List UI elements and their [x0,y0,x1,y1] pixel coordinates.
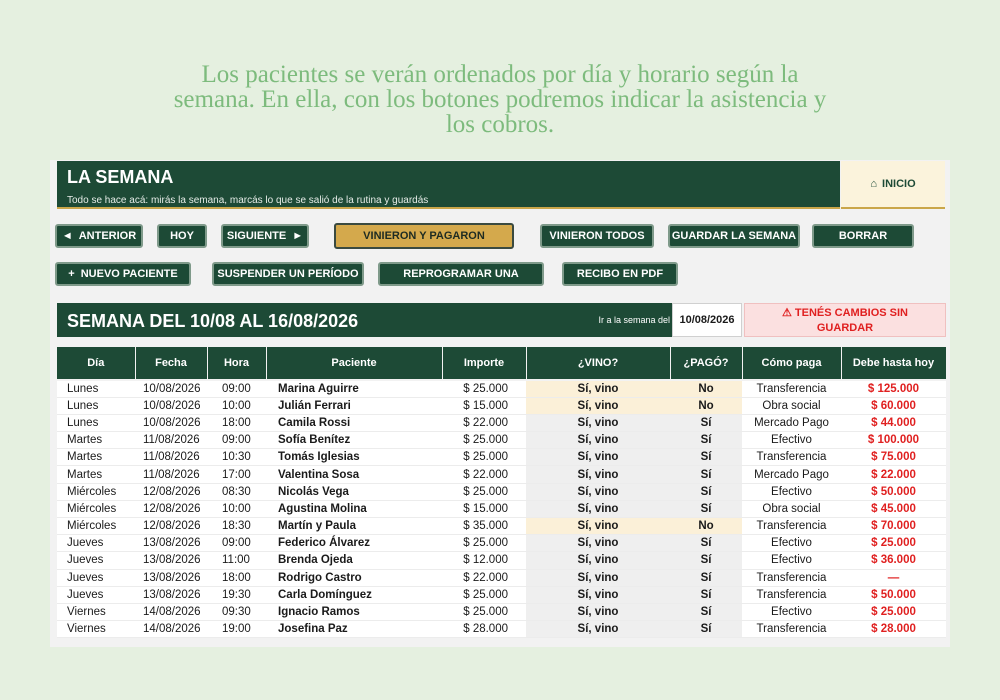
cell-paciente: Agustina Molina [266,500,442,517]
cell-debe: $ 60.000 [841,397,946,414]
cell-debe: $ 50.000 [841,586,946,603]
page-subtitle: Todo se hace acá: mirás la semana, marcás lo que se salió de la rutina y guardás [67,195,429,206]
cell-hora: 09:00 [207,535,266,552]
cell-importe: $ 25.000 [442,603,526,620]
cell-fecha: 13/08/2026 [135,535,207,552]
warning-icon: ⚠ [781,307,792,319]
cell-dia: Martes [57,466,135,483]
table-row [57,621,946,638]
cell-debe: $ 25.000 [841,535,946,552]
cell-paciente: Valentina Sosa [266,466,442,483]
arrow-right-icon: ► [292,230,304,242]
cell-pago-dropdown[interactable]: Sí [670,483,742,500]
cell-pago-dropdown[interactable]: Sí [670,621,742,638]
cell-hora: 19:00 [207,621,266,638]
warning-line-2: GUARDAR [816,322,874,334]
cell-pago-dropdown[interactable]: Sí [670,414,742,431]
cell-fecha: 12/08/2026 [135,500,207,517]
cell-paciente: Marina Aguirre [266,380,442,397]
column-header-dia[interactable]: Día [57,347,135,380]
cell-paciente: Sofía Benítez [266,432,442,449]
cell-fecha: 10/08/2026 [135,414,207,431]
cell-vino-dropdown[interactable]: Sí, vino [526,466,670,483]
previous-week-label: ANTERIOR [78,230,137,242]
cell-importe: $ 15.000 [442,500,526,517]
cell-importe: $ 25.000 [442,432,526,449]
cell-paciente: Julián Ferrari [266,397,442,414]
cell-dia: Lunes [57,414,135,431]
cell-fecha: 12/08/2026 [135,483,207,500]
cell-fecha: 11/08/2026 [135,449,207,466]
save-week-label: GUARDAR LA SEMANA [671,230,797,242]
cell-dia: Martes [57,432,135,449]
cell-fecha: 10/08/2026 [135,380,207,397]
table-header-row [57,347,946,380]
cell-importe: $ 25.000 [442,586,526,603]
column-header-paciente[interactable]: Paciente [266,347,442,380]
cell-importe: $ 12.000 [442,552,526,569]
reschedule-button[interactable] [378,262,544,286]
cell-vino-dropdown[interactable]: Sí, vino [526,500,670,517]
table-row [57,466,946,483]
cell-dia: Viernes [57,603,135,620]
cell-importe: $ 25.000 [442,380,526,397]
table-row [57,483,946,500]
cell-hora: 10:00 [207,500,266,517]
cell-fecha: 11/08/2026 [135,466,207,483]
cell-fecha: 13/08/2026 [135,569,207,586]
cell-dia: Miércoles [57,518,135,535]
came-and-paid-label: VINIERON Y PAGARON [363,230,485,242]
cell-paciente: Ignacio Ramos [266,603,442,620]
cell-paciente: Martín y Paula [266,518,442,535]
cell-importe: $ 22.000 [442,569,526,586]
cell-paciente: Josefina Paz [266,621,442,638]
column-header-como-paga[interactable]: Cómo paga [742,347,841,380]
cell-como-paga: Transferencia [742,586,841,603]
cell-como-paga: Efectivo [742,603,841,620]
cell-hora: 10:30 [207,449,266,466]
cell-hora: 09:00 [207,432,266,449]
cell-debe: $ 44.000 [841,414,946,431]
next-week-button[interactable] [221,224,309,248]
table-row [57,603,946,620]
cell-hora: 17:00 [207,466,266,483]
cell-como-paga: Obra social [742,500,841,517]
table-row [57,432,946,449]
week-title: SEMANA DEL 10/08 AL 16/08/2026 [67,311,359,331]
cell-paciente: Nicolás Vega [266,483,442,500]
cell-como-paga: Mercado Pago [742,414,841,431]
cell-vino-dropdown[interactable]: Sí, vino [526,603,670,620]
new-patient-label: NUEVO PACIENTE [80,268,178,280]
cell-como-paga: Transferencia [742,518,841,535]
cell-dia: Jueves [57,569,135,586]
cell-dia: Miércoles [57,483,135,500]
cell-pago-dropdown[interactable]: Sí [670,586,742,603]
cell-fecha: 12/08/2026 [135,518,207,535]
cell-dia: Viernes [57,621,135,638]
cell-pago-dropdown[interactable]: No [670,380,742,397]
table-row [57,449,946,466]
goto-week-label: Ir a la semana del [598,315,670,325]
cell-dia: Jueves [57,535,135,552]
table-row [57,552,946,569]
cell-fecha: 14/08/2026 [135,621,207,638]
came-and-paid-button[interactable] [334,223,514,249]
caption-line-3: los cobros. [445,111,555,138]
column-header-fecha[interactable]: Fecha [135,347,207,380]
save-week-button[interactable] [668,224,800,248]
cell-debe: $ 75.000 [841,449,946,466]
cell-importe: $ 35.000 [442,518,526,535]
cell-debe: $ 70.000 [841,518,946,535]
cell-fecha: 11/08/2026 [135,432,207,449]
cell-debe: $ 100.000 [841,432,946,449]
next-week-label: SIGUIENTE [226,230,287,242]
table-row [57,569,946,586]
today-button[interactable] [157,224,207,248]
cell-hora: 08:30 [207,483,266,500]
top-header [57,161,840,209]
table-row [57,535,946,552]
cell-dia: Miércoles [57,500,135,517]
cell-hora: 19:30 [207,586,266,603]
cell-pago-dropdown[interactable]: Sí [670,466,742,483]
cell-dia: Jueves [57,586,135,603]
sessions-table [57,347,947,638]
cell-paciente: Carla Domínguez [266,586,442,603]
cell-pago-dropdown[interactable]: Sí [670,569,742,586]
cell-hora: 09:00 [207,380,266,397]
pdf-receipt-button[interactable] [562,262,678,286]
cell-como-paga: Efectivo [742,552,841,569]
caption [60,62,940,137]
table-row [57,397,946,414]
pdf-receipt-label: RECIBO EN PDF [576,268,664,280]
cell-debe: $ 125.000 [841,380,946,397]
cell-como-paga: Obra social [742,397,841,414]
cell-debe: $ 28.000 [841,621,946,638]
cell-fecha: 13/08/2026 [135,552,207,569]
cell-importe: $ 25.000 [442,535,526,552]
home-button[interactable] [841,161,945,209]
cell-vino-dropdown[interactable]: Sí, vino [526,621,670,638]
cell-dia: Martes [57,449,135,466]
table-row [57,414,946,431]
home-icon: ⌂ [870,178,878,190]
cell-debe: — [841,569,946,586]
table-row [57,380,946,397]
cell-pago-dropdown[interactable]: No [670,518,742,535]
column-header-pago[interactable]: ¿PAGÓ? [670,347,742,380]
cell-pago-dropdown[interactable]: Sí [670,432,742,449]
cell-vino-dropdown[interactable]: Sí, vino [526,449,670,466]
table-row [57,586,946,603]
warning-line-1: TENÉS CAMBIOS SIN [794,307,908,319]
caption-line-1: Los pacientes se verán ordenados por día y horario según la [201,61,799,88]
column-header-debe[interactable]: Debe hasta hoy [841,347,946,380]
cell-como-paga: Efectivo [742,483,841,500]
column-header-hora[interactable]: Hora [207,347,266,380]
cell-vino-dropdown[interactable]: Sí, vino [526,569,670,586]
cell-pago-dropdown[interactable]: Sí [670,603,742,620]
previous-week-button[interactable] [55,224,143,248]
cell-vino-dropdown[interactable]: Sí, vino [526,586,670,603]
all-came-label: VINIERON TODOS [549,230,645,242]
column-header-vino[interactable]: ¿VINO? [526,347,670,380]
cell-hora: 10:00 [207,397,266,414]
cell-como-paga: Transferencia [742,449,841,466]
cell-hora: 18:00 [207,414,266,431]
suspend-period-label: SUSPENDER UN PERÍODO [217,268,359,280]
home-label: INICIO [882,178,916,190]
goto-week-date-input[interactable]: 10/08/2026 [672,303,742,337]
cell-pago-dropdown[interactable]: Sí [670,449,742,466]
page-title: LA SEMANA [67,167,174,187]
suspend-period-button[interactable] [212,262,364,286]
cell-debe: $ 22.000 [841,466,946,483]
cell-importe: $ 25.000 [442,449,526,466]
cell-vino-dropdown[interactable]: Sí, vino [526,432,670,449]
cell-vino-dropdown[interactable]: Sí, vino [526,535,670,552]
cell-hora: 11:00 [207,552,266,569]
cell-debe: $ 45.000 [841,500,946,517]
cell-vino-dropdown[interactable]: Sí, vino [526,483,670,500]
cell-debe: $ 25.000 [841,603,946,620]
cell-pago-dropdown[interactable]: No [670,397,742,414]
cell-como-paga: Mercado Pago [742,466,841,483]
cell-hora: 18:30 [207,518,266,535]
plus-icon: + [68,268,75,280]
cell-pago-dropdown[interactable]: Sí [670,500,742,517]
cell-dia: Jueves [57,552,135,569]
cell-paciente: Tomás Iglesias [266,449,442,466]
caption-line-2: semana. En ella, con los botones podremos indicar la asistencia y [173,86,827,113]
cell-pago-dropdown[interactable]: Sí [670,535,742,552]
cell-hora: 18:00 [207,569,266,586]
cell-fecha: 14/08/2026 [135,603,207,620]
cell-como-paga: Transferencia [742,569,841,586]
new-patient-button[interactable] [55,262,191,286]
cell-paciente: Camila Rossi [266,414,442,431]
cell-dia: Lunes [57,380,135,397]
arrow-left-icon: ◄ [61,230,73,242]
cell-como-paga: Transferencia [742,380,841,397]
cell-paciente: Federico Álvarez [266,535,442,552]
cell-pago-dropdown[interactable]: Sí [670,552,742,569]
today-label: HOY [170,230,194,242]
cell-debe: $ 50.000 [841,483,946,500]
table-row [57,518,946,535]
spreadsheet [50,160,950,647]
cell-paciente: Brenda Ojeda [266,552,442,569]
cell-importe: $ 22.000 [442,414,526,431]
cell-importe: $ 22.000 [442,466,526,483]
clear-button[interactable] [812,224,914,248]
cell-como-paga: Efectivo [742,535,841,552]
cell-importe: $ 15.000 [442,397,526,414]
unsaved-changes-warning [744,303,946,337]
cell-dia: Lunes [57,397,135,414]
cell-como-paga: Transferencia [742,621,841,638]
cell-debe: $ 36.000 [841,552,946,569]
column-header-importe[interactable]: Importe [442,347,526,380]
cell-como-paga: Efectivo [742,432,841,449]
clear-label: BORRAR [838,230,888,242]
cell-vino-dropdown[interactable]: Sí, vino [526,380,670,397]
cell-fecha: 13/08/2026 [135,586,207,603]
cell-fecha: 10/08/2026 [135,397,207,414]
cell-vino-dropdown[interactable]: Sí, vino [526,518,670,535]
cell-importe: $ 28.000 [442,621,526,638]
table-row [57,500,946,517]
cell-paciente: Rodrigo Castro [266,569,442,586]
all-came-button[interactable] [540,224,654,248]
cell-importe: $ 25.000 [442,483,526,500]
reschedule-label: REPROGRAMAR UNA [403,268,519,280]
cell-vino-dropdown[interactable]: Sí, vino [526,414,670,431]
cell-vino-dropdown[interactable]: Sí, vino [526,397,670,414]
cell-hora: 09:30 [207,603,266,620]
cell-vino-dropdown[interactable]: Sí, vino [526,552,670,569]
